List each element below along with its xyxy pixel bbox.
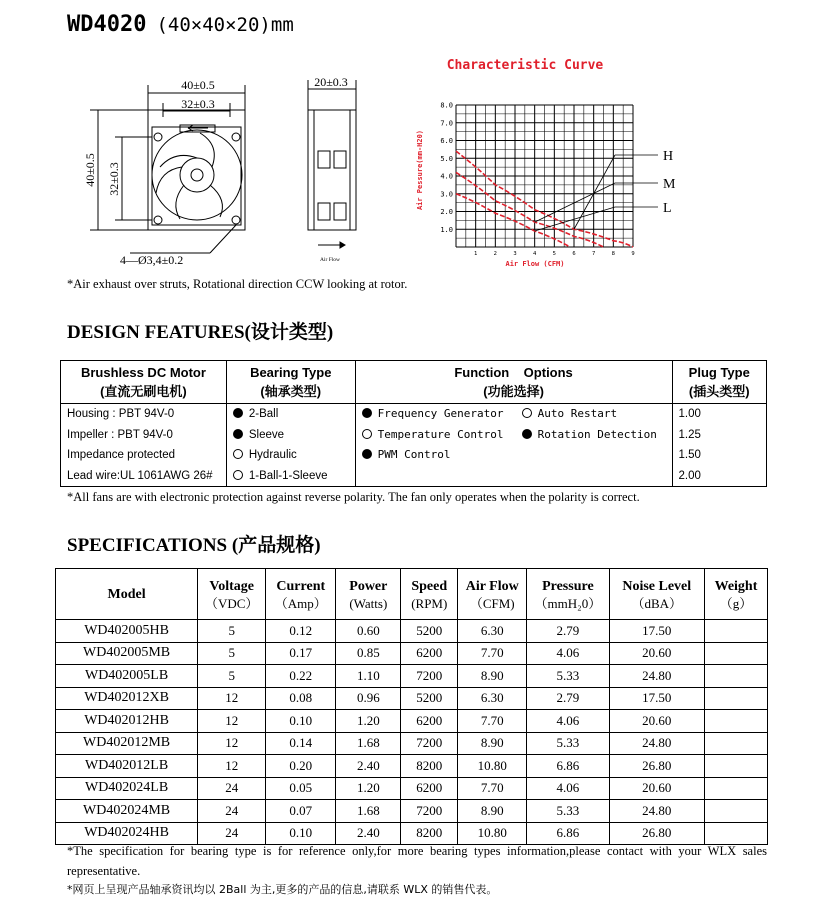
model-cell: WD402024MB xyxy=(56,800,198,823)
chart-x-tick-label: 4 xyxy=(533,251,537,257)
spec-header-cell: Power (Watts) xyxy=(336,569,401,620)
spec-cell: 7.70 xyxy=(458,710,527,733)
plug-option: 1.25 xyxy=(678,428,701,441)
side-inner-dimension: 32±0.3 xyxy=(107,162,121,196)
plug-options xyxy=(672,404,766,487)
model-cell: WD402005LB xyxy=(56,665,198,688)
open-bullet-icon xyxy=(522,408,532,418)
chart-x-tick-label: 5 xyxy=(552,251,556,257)
motor-spec-item: Impeller : PBT 94V-0 xyxy=(67,428,173,441)
spec-cell: 5 xyxy=(198,665,266,688)
spec-row xyxy=(56,732,768,755)
filled-bullet-icon xyxy=(362,408,372,418)
spec-cell: 8200 xyxy=(401,755,458,778)
spec-cell: 6200 xyxy=(401,710,458,733)
chart-series-label: H xyxy=(663,149,674,164)
spec-cell: 7200 xyxy=(401,665,458,688)
spec-cell xyxy=(704,642,767,665)
model-cell: WD402012LB xyxy=(56,755,198,778)
spec-cell xyxy=(704,620,767,643)
filled-bullet-icon xyxy=(522,429,532,439)
spec-cell: 24.80 xyxy=(609,800,704,823)
spec-cell: 0.05 xyxy=(266,777,336,800)
front-inner-dimension: 32±0.3 xyxy=(181,97,215,111)
spec-cell: 0.07 xyxy=(266,800,336,823)
spec-cell: 24.80 xyxy=(609,665,704,688)
function-options xyxy=(355,404,672,487)
spec-cell: 5.33 xyxy=(527,800,609,823)
spec-row xyxy=(56,755,768,778)
chart-x-axis-label: Air Flow (CFM) xyxy=(505,260,565,268)
chart-x-tick-label: 7 xyxy=(592,251,596,257)
model-cell: WD402012HB xyxy=(56,710,198,733)
filled-bullet-icon xyxy=(362,449,372,459)
chart-y-tick-label: 5.0 xyxy=(440,154,453,163)
spec-cell: 7200 xyxy=(401,732,458,755)
spec-header-cell: Model xyxy=(56,569,198,620)
spec-cell xyxy=(704,710,767,733)
side-outer-dimension: 40±0.5 xyxy=(83,153,97,187)
motor-spec-item: Lead wire:UL 1061AWG 26# xyxy=(67,469,213,482)
spec-cell: 6.30 xyxy=(458,687,527,710)
spec-cell: 7.70 xyxy=(458,642,527,665)
spec-cell xyxy=(704,777,767,800)
spec-cell: 0.96 xyxy=(336,687,401,710)
spec-cell: 20.60 xyxy=(609,777,704,800)
spec-cell: 0.17 xyxy=(266,642,336,665)
spec-row xyxy=(56,620,768,643)
plug-option: 1.00 xyxy=(678,408,701,420)
spec-cell: 6.86 xyxy=(527,755,609,778)
motor-header: Brushless DC Motor (直流无刷电机) xyxy=(61,361,227,404)
spec-cell: 10.80 xyxy=(458,822,527,845)
model-cell: WD402012MB xyxy=(56,732,198,755)
function-option: Frequency Generator xyxy=(377,407,504,420)
chart-y-axis-label: Air Pessure(mm-H20) xyxy=(416,129,424,211)
chart-title: Characteristic Curve xyxy=(446,58,604,73)
plug-option: 2.00 xyxy=(678,469,701,482)
spec-cell: 1.68 xyxy=(336,732,401,755)
spec-cell: 1.10 xyxy=(336,665,401,688)
spec-cell: 26.80 xyxy=(609,822,704,845)
spec-cell xyxy=(704,687,767,710)
bearing-option: Hydraulic xyxy=(227,445,355,466)
bearing-options xyxy=(226,404,355,487)
technical-drawings xyxy=(60,55,680,285)
spec-cell: 0.10 xyxy=(266,710,336,733)
spec-cell xyxy=(704,732,767,755)
function-row xyxy=(356,445,672,466)
spec-cell: 12 xyxy=(198,687,266,710)
spec-cell: 0.08 xyxy=(266,687,336,710)
spec-cell: 12 xyxy=(198,755,266,778)
model-cell: WD402024LB xyxy=(56,777,198,800)
chart-series-label: M xyxy=(663,177,676,192)
model-cell: WD402005HB xyxy=(56,620,198,643)
specifications-heading: SPECIFICATIONS (产品规格) xyxy=(67,535,321,556)
spec-cell: 8.90 xyxy=(458,665,527,688)
spec-cell: 2.79 xyxy=(527,687,609,710)
spec-cell xyxy=(704,755,767,778)
function-option: Rotation Detection xyxy=(537,427,657,441)
spec-cell: 0.14 xyxy=(266,732,336,755)
chart-x-tick-label: 2 xyxy=(493,251,497,257)
spec-cell: 0.12 xyxy=(266,620,336,643)
plug-header: Plug Type (插头类型) xyxy=(672,361,766,404)
spec-cell: 6.86 xyxy=(527,822,609,845)
spec-cell: 10.80 xyxy=(458,755,527,778)
spec-cell: 24.80 xyxy=(609,732,704,755)
spec-cell: 5200 xyxy=(401,687,458,710)
front-outer-dimension: 40±0.5 xyxy=(181,78,215,92)
spec-cell: 0.22 xyxy=(266,665,336,688)
bearing-option: Sleeve xyxy=(227,425,355,446)
spec-cell: 0.60 xyxy=(336,620,401,643)
function-option: PWM Control xyxy=(377,448,451,461)
specifications-table xyxy=(55,568,768,845)
spec-header-cell: Air Flow （CFM) xyxy=(458,569,527,620)
spec-cell: 7.70 xyxy=(458,777,527,800)
side-airflow-label: Air Flow xyxy=(319,257,341,263)
spec-cell: 24 xyxy=(198,822,266,845)
spec-cell: 26.80 xyxy=(609,755,704,778)
bearing-footnote-cn: *网页上呈现产品轴承资讯均以 2Ball 为主,更多的产品的信息,请联系 WLX 的销售代表。 xyxy=(67,883,498,896)
filled-bullet-icon xyxy=(233,429,243,439)
spec-header-cell: Noise Level （dBA） xyxy=(609,569,704,620)
motor-spec-item: Impedance protected xyxy=(67,449,176,461)
model-title: WD4020 xyxy=(67,12,147,37)
spec-cell: 8.90 xyxy=(458,732,527,755)
spec-row xyxy=(56,777,768,800)
design-features-heading: DESIGN FEATURES(设计类型) xyxy=(67,322,334,343)
spec-row xyxy=(56,800,768,823)
spec-cell: 5200 xyxy=(401,620,458,643)
motor-specs xyxy=(61,404,227,487)
spec-cell: 20.60 xyxy=(609,642,704,665)
bearing-option: 2-Ball xyxy=(227,404,355,425)
mounting-holes-dimension: 4—Ø3,4±0.2 xyxy=(120,253,184,267)
spec-cell: 0.10 xyxy=(266,822,336,845)
spec-cell: 0.20 xyxy=(266,755,336,778)
spec-header-row xyxy=(56,569,768,620)
chart-x-tick-label: 8 xyxy=(611,251,615,257)
chart-y-tick-label: 3.0 xyxy=(440,190,453,199)
chart-x-tick-label: 1 xyxy=(474,251,478,257)
spec-cell: 6200 xyxy=(401,642,458,665)
chart-series-leader xyxy=(574,155,615,229)
model-cell: WD402012XB xyxy=(56,687,198,710)
spec-cell: 4.06 xyxy=(527,777,609,800)
spec-header-cell: Speed (RPM) xyxy=(401,569,458,620)
spec-cell: 7200 xyxy=(401,800,458,823)
spec-cell: 4.06 xyxy=(527,710,609,733)
chart-x-tick-label: 6 xyxy=(572,251,576,257)
spec-header-cell: Voltage （VDC） xyxy=(198,569,266,620)
polarity-note: *All fans are with electronic protection against reverse polarity. The fan only operates when the polarity is correct. xyxy=(67,490,640,504)
spec-row xyxy=(56,642,768,665)
motor-spec-item: Housing : PBT 94V-0 xyxy=(67,408,175,420)
bearing-header: Bearing Type (轴承类型) xyxy=(226,361,355,404)
chart-y-tick-label: 6.0 xyxy=(440,137,453,145)
spec-cell: 2.40 xyxy=(336,755,401,778)
model-cell: WD402005MB xyxy=(56,642,198,665)
function-option: Auto Restart xyxy=(537,407,618,420)
spec-row xyxy=(56,687,768,710)
spec-cell xyxy=(704,800,767,823)
open-bullet-icon xyxy=(233,470,243,480)
spec-cell: 12 xyxy=(198,732,266,755)
spec-cell: 6200 xyxy=(401,777,458,800)
open-bullet-icon xyxy=(362,429,372,439)
spec-cell: 2.79 xyxy=(527,620,609,643)
plug-option: 1.50 xyxy=(678,449,701,461)
spec-cell: 24 xyxy=(198,800,266,823)
spec-cell: 8.90 xyxy=(458,800,527,823)
function-option: Temperature Control xyxy=(377,427,504,441)
chart-y-tick-label: 2.0 xyxy=(440,208,453,216)
function-row xyxy=(356,404,672,425)
spec-cell: 17.50 xyxy=(609,687,704,710)
exhaust-note: *Air exhaust over struts, Rotational direction CCW looking at rotor. xyxy=(67,277,408,291)
spec-header-cell: Pressure （mmH₂0） xyxy=(527,569,609,620)
side-view-drawing xyxy=(308,80,356,248)
spec-cell: 4.06 xyxy=(527,642,609,665)
function-header: Function Options (功能选择) xyxy=(355,361,672,404)
design-features-table xyxy=(60,360,767,487)
chart-y-tick-label: 4.0 xyxy=(440,172,453,181)
chart-y-tick-label: 8.0 xyxy=(440,101,453,110)
bearing-footnote: *The specification for bearing type is for reference only,for more bearing types information,please contact with your WLX sales representative. xyxy=(67,844,767,878)
chart-x-tick-label: 3 xyxy=(513,251,517,257)
spec-header-cell: Weight （g） xyxy=(704,569,767,620)
characteristic-curve-chart xyxy=(440,102,676,258)
spec-cell: 5.33 xyxy=(527,665,609,688)
spec-header-cell: Current （Amp） xyxy=(266,569,336,620)
spec-cell xyxy=(704,665,767,688)
chart-y-tick-label: 7.0 xyxy=(440,119,453,128)
spec-cell: 17.50 xyxy=(609,620,704,643)
chart-y-tick-label: 1.0 xyxy=(440,225,453,234)
spec-cell: 5 xyxy=(198,642,266,665)
spec-cell: 8200 xyxy=(401,822,458,845)
spec-cell: 1.68 xyxy=(336,800,401,823)
chart-series-label: L xyxy=(663,201,672,216)
spec-cell: 1.20 xyxy=(336,710,401,733)
spec-cell: 2.40 xyxy=(336,822,401,845)
chart-series-line xyxy=(456,172,604,247)
filled-bullet-icon xyxy=(233,408,243,418)
spec-cell: 5.33 xyxy=(527,732,609,755)
spec-cell: 24 xyxy=(198,777,266,800)
depth-dimension: 20±0.3 xyxy=(314,75,348,89)
bearing-option: 1-Ball-1-Sleeve xyxy=(227,466,355,487)
open-bullet-icon xyxy=(233,449,243,459)
model-cell: WD402024HB xyxy=(56,822,198,845)
function-row xyxy=(356,425,672,446)
model-dimensions: (40×40×20)mm xyxy=(156,14,294,36)
spec-cell: 20.60 xyxy=(609,710,704,733)
spec-cell: 12 xyxy=(198,710,266,733)
spec-cell: 5 xyxy=(198,620,266,643)
page-title xyxy=(67,12,294,37)
spec-cell: 1.20 xyxy=(336,777,401,800)
chart-x-tick-label: 9 xyxy=(631,251,635,257)
spec-row xyxy=(56,710,768,733)
spec-cell: 6.30 xyxy=(458,620,527,643)
spec-row xyxy=(56,665,768,688)
spec-cell: 0.85 xyxy=(336,642,401,665)
